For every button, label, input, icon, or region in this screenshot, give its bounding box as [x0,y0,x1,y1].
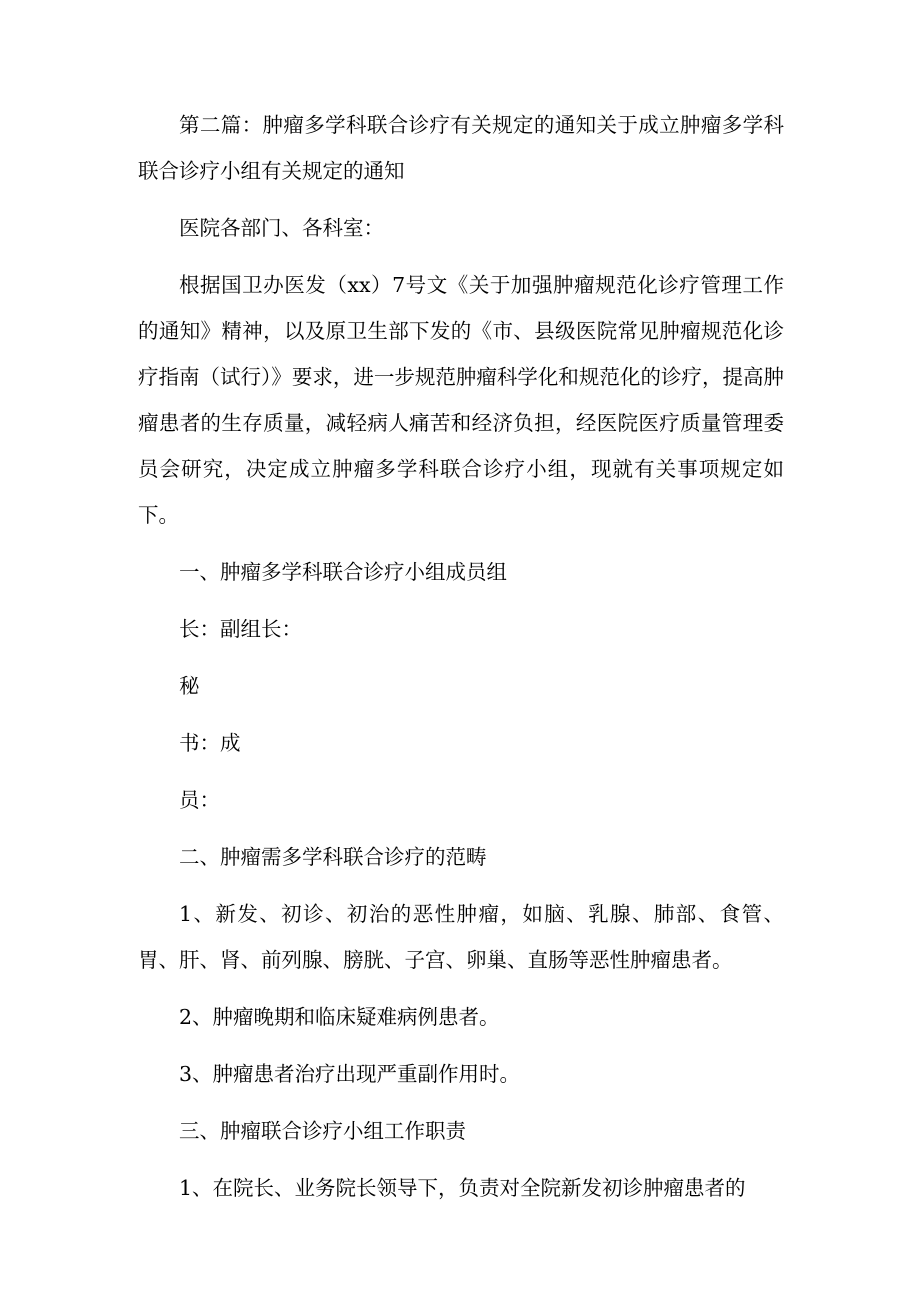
list-item: 1、新发、初诊、初治的恶性肿瘤，如脑、乳腺、肺部、食管、胃、肝、肾、前列腺、膀胱、子宫、卵巢、直肠等恶性肿瘤患者。 [138,902,784,972]
body-paragraph: 书：成 [179,731,241,755]
section-heading: 一、肿瘤多学科联合诊疗小组成员组 [179,560,507,584]
document-body [138,102,784,1222]
section-heading: 三、肿瘤联合诊疗小组工作职责 [179,1119,466,1143]
section-heading: 二、肿瘤需多学科联合诊疗的范畴 [179,845,487,869]
list-item: 3、肿瘤患者治疗出现严重副作用时。 [179,1062,521,1086]
body-paragraph: 秘 [179,674,200,698]
body-paragraph: 根据国卫办医发（xx）7号文《关于加强肿瘤规范化诊疗管理工作的通知》精神，以及原卫生部下发的《市、县级医院常见肿瘤规范化诊疗指南（试行）》要求，进一步规范肿瘤科学化和规范化的诊疗，提高肿瘤患者的生存质量，减轻病人痛苦和经济负担，经医院医疗质量管理委员会研究，决定成立肿瘤多学科联合诊疗小组，现就有关事项规定如下。 [138,273,784,527]
list-item: 1、在院长、业务院长领导下，负责对全院新发初诊肿瘤患者的 [179,1176,746,1200]
document-title-paragraph: 第二篇：肿瘤多学科联合诊疗有关规定的通知关于成立肿瘤多学科联合诊疗小组有关规定的通知 [138,113,784,183]
list-item: 2、肿瘤晚期和临床疑难病例患者。 [179,1005,500,1029]
salutation-paragraph: 医院各部门、各科室： [179,216,384,240]
body-paragraph: 长：副组长： [179,617,302,641]
body-paragraph: 员： [179,788,220,812]
